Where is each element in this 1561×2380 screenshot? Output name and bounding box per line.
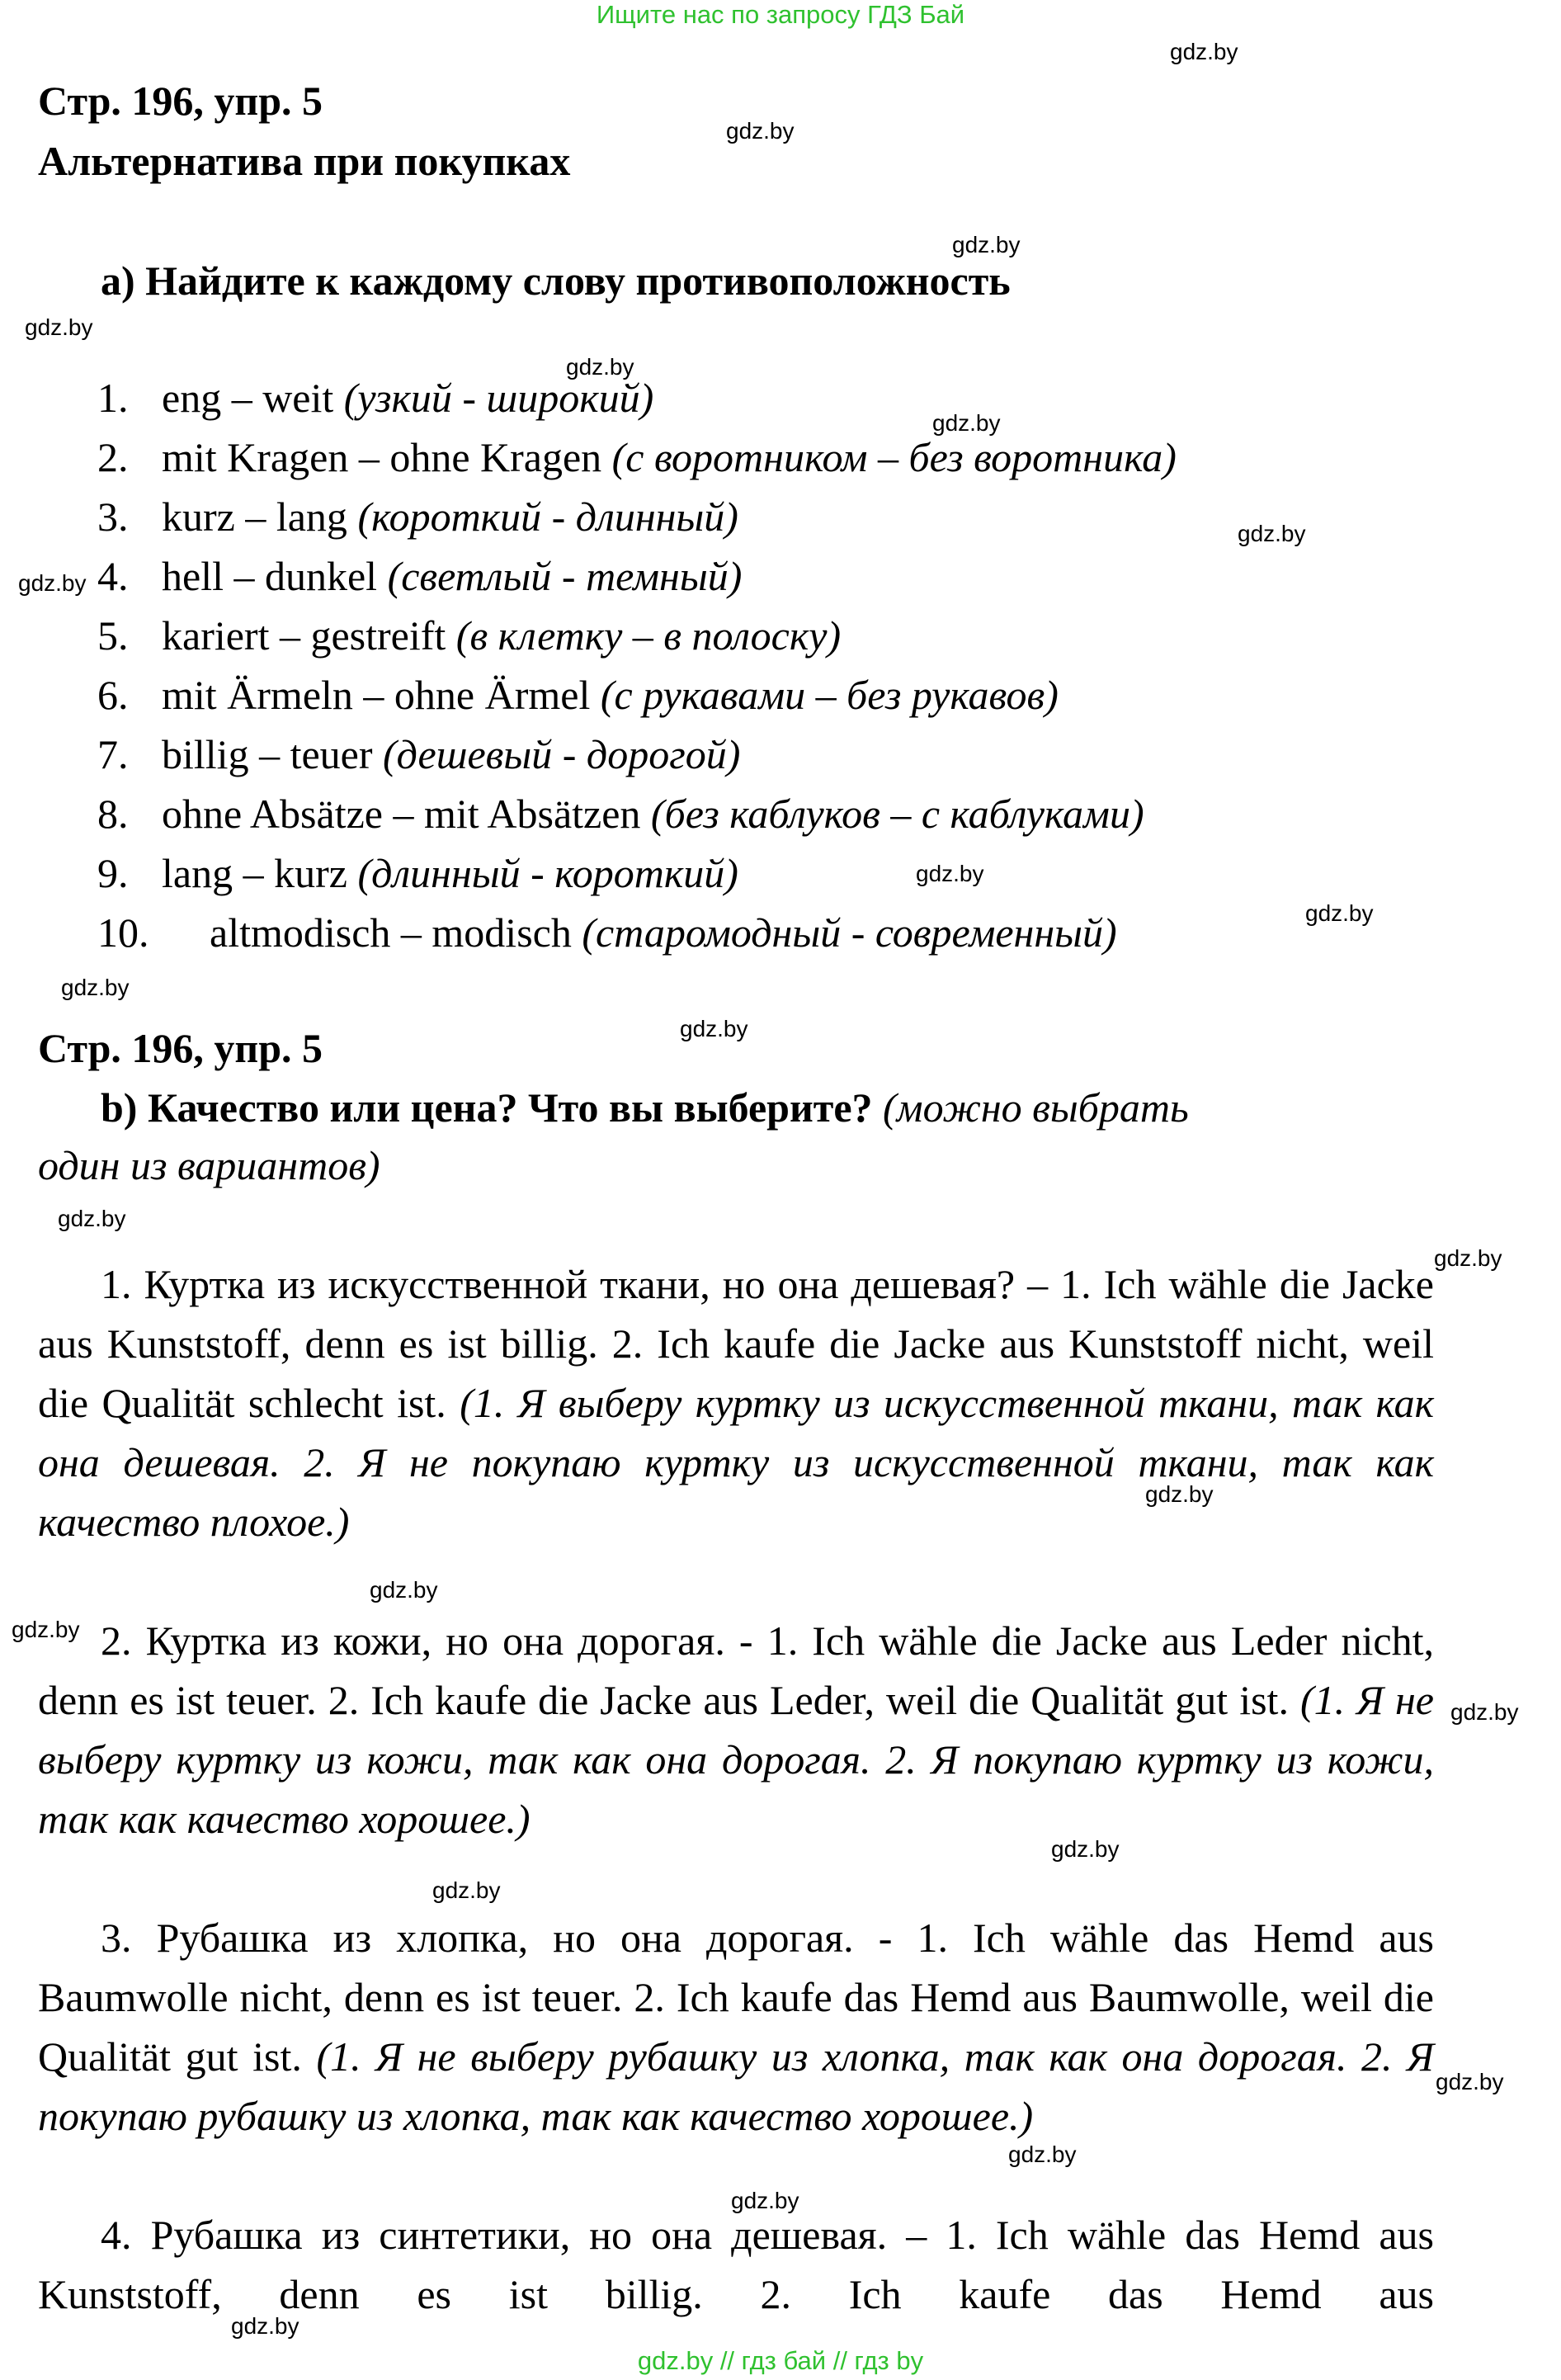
list-item (97, 789, 1144, 838)
item-russian: (дешевый - дорогой) (383, 731, 741, 777)
list-item (97, 551, 742, 601)
watermark: gdz.by (731, 2188, 799, 2213)
list-item (97, 492, 738, 541)
item-number: 7. (97, 731, 129, 777)
item-russian: (без каблуков – с каблуками) (650, 791, 1144, 837)
item-german: lang – kurz (162, 850, 347, 896)
item-number: 5. (97, 612, 129, 659)
section-b-task (38, 1078, 1434, 1137)
answer-text: 1. Куртка из искусственной ткани, но она дешевая? – 1. Ich wähle die Jacke aus Kunststoff, denn es ist billig. 2. Ich kaufe die Jacke aus Kunststoff nicht, weil die Qualität schlecht ist. (38, 1261, 1434, 1426)
list-item (97, 730, 740, 779)
item-russian: (узкий - широкий) (343, 375, 654, 421)
section-b-task-note-cont: один из вариантов) (38, 1142, 380, 1188)
answer-paragraph-3 (38, 1908, 1434, 2146)
item-number: 6. (97, 672, 129, 718)
item-russian: (старомодный - современный) (582, 909, 1117, 956)
item-russian: (с рукавами – без рукавов) (600, 672, 1059, 718)
section-a-heading: Стр. 196, упр. 5 (38, 78, 323, 124)
list-item (97, 670, 1059, 720)
watermark: gdz.by (916, 861, 984, 886)
item-german: mit Ärmeln – ohne Ärmel (162, 672, 591, 718)
answer-translation: (1. Я не выберу рубашку из хлопка, так как она дорогая. 2. Я покупаю рубашку из хлопка, так как качество хорошее.) (38, 2033, 1434, 2139)
section-b-task-note: (можно выбрать (883, 1084, 1189, 1131)
watermark: gdz.by (12, 1617, 80, 1642)
section-b-heading: Стр. 196, упр. 5 (38, 1025, 323, 1071)
answer-paragraph-2 (38, 1611, 1434, 1849)
watermark: gdz.by (1170, 39, 1238, 64)
list-item (97, 908, 1117, 957)
watermark: gdz.by (18, 570, 87, 596)
item-number: 9. (97, 850, 129, 896)
item-german: hell – dunkel (162, 553, 378, 599)
watermark: gdz.by (1051, 1836, 1120, 1862)
bottom-banner[interactable]: gdz.by // гдз бай // гдз by (637, 2346, 924, 2375)
watermark: gdz.by (680, 1016, 748, 1041)
watermark: gdz.by (1305, 900, 1374, 926)
watermark: gdz.by (1238, 521, 1306, 546)
list-item (97, 611, 841, 660)
answer-paragraph-1 (38, 1254, 1434, 1551)
item-german: kariert – gestreift (162, 612, 446, 659)
list-item (97, 848, 738, 898)
item-russian: (с воротником – без воротника) (611, 434, 1177, 480)
watermark: gdz.by (1008, 2142, 1077, 2167)
list-item (97, 432, 1177, 482)
item-number: 1. (97, 375, 129, 421)
item-number: 4. (97, 553, 129, 599)
item-german: eng – weit (162, 375, 334, 421)
item-german: altmodisch – modisch (210, 909, 572, 956)
top-banner[interactable]: Ищите нас по запросу ГДЗ Бай (596, 0, 965, 29)
item-russian: (короткий - длинный) (357, 493, 738, 540)
section-a-task: a) Найдите к каждому слову противоположность (101, 257, 1011, 304)
answer-translation: (1. Я выберу куртку из искусственной ткани, так как она дешевая. 2. Я не покупаю куртку из искусственной ткани, так как качество плохое.) (38, 1380, 1435, 1545)
watermark: gdz.by (25, 314, 93, 340)
answer-translation: (1. Я не выберу куртку из кожи, так как она дорогая. 2. Я покупаю куртку из кожи, так как качество хорошее.) (38, 1677, 1434, 1842)
watermark: gdz.by (231, 2313, 299, 2339)
section-b-task-question: b) Качество или цена? Что вы выберите? (101, 1084, 873, 1131)
watermark: gdz.by (432, 1877, 501, 1903)
watermark: gdz.by (726, 118, 795, 144)
watermark: gdz.by (61, 975, 130, 1000)
item-russian: (в клетку – в полоску) (455, 612, 842, 659)
item-german: billig – teuer (162, 731, 373, 777)
answer-text: 4. Рубашка из синтетики, но она дешевая. – 1. Ich wähle das Hemd aus Kunststoff, denn es ist billig. 2. Ich kaufe das Hemd aus (38, 2212, 1434, 2317)
item-german: mit Kragen – ohne Kragen (162, 434, 602, 480)
watermark: gdz.by (566, 354, 634, 380)
answer-text: 2. Куртка из кожи, но она дорогая. - 1. Ich wähle die Jacke aus Leder nicht, denn es ist teuer. 2. Ich kaufe die Jacke aus Leder, weil die Qualität gut ist. (38, 1617, 1434, 1723)
watermark: gdz.by (1145, 1481, 1214, 1507)
section-a-subheading: Альтернатива при покупках (38, 138, 571, 184)
watermark: gdz.by (370, 1577, 438, 1603)
answer-paragraph-4 (38, 2205, 1434, 2324)
item-german: ohne Absätze – mit Absätzen (162, 791, 641, 837)
watermark: gdz.by (1436, 2069, 1504, 2094)
list-item (97, 373, 653, 423)
watermark: gdz.by (932, 410, 1001, 436)
item-number: 2. (97, 434, 129, 480)
item-german: kurz – lang (162, 493, 347, 540)
watermark: gdz.by (1450, 1699, 1519, 1725)
item-number: 3. (97, 493, 129, 540)
item-russian: (светлый - темный) (387, 553, 743, 599)
item-russian: (длинный - короткий) (357, 850, 738, 896)
watermark: gdz.by (58, 1206, 126, 1231)
item-number: 10. (97, 909, 149, 956)
watermark: gdz.by (1434, 1245, 1502, 1271)
answer-text: 3. Рубашка из хлопка, но она дорогая. - 1. Ich wähle das Hemd aus Baumwolle nicht, denn es ist teuer. 2. Ich kaufe das Hemd aus Baumwolle, weil die Qualität gut ist. (38, 1915, 1434, 2080)
item-number: 8. (97, 791, 129, 837)
watermark: gdz.by (952, 232, 1021, 257)
